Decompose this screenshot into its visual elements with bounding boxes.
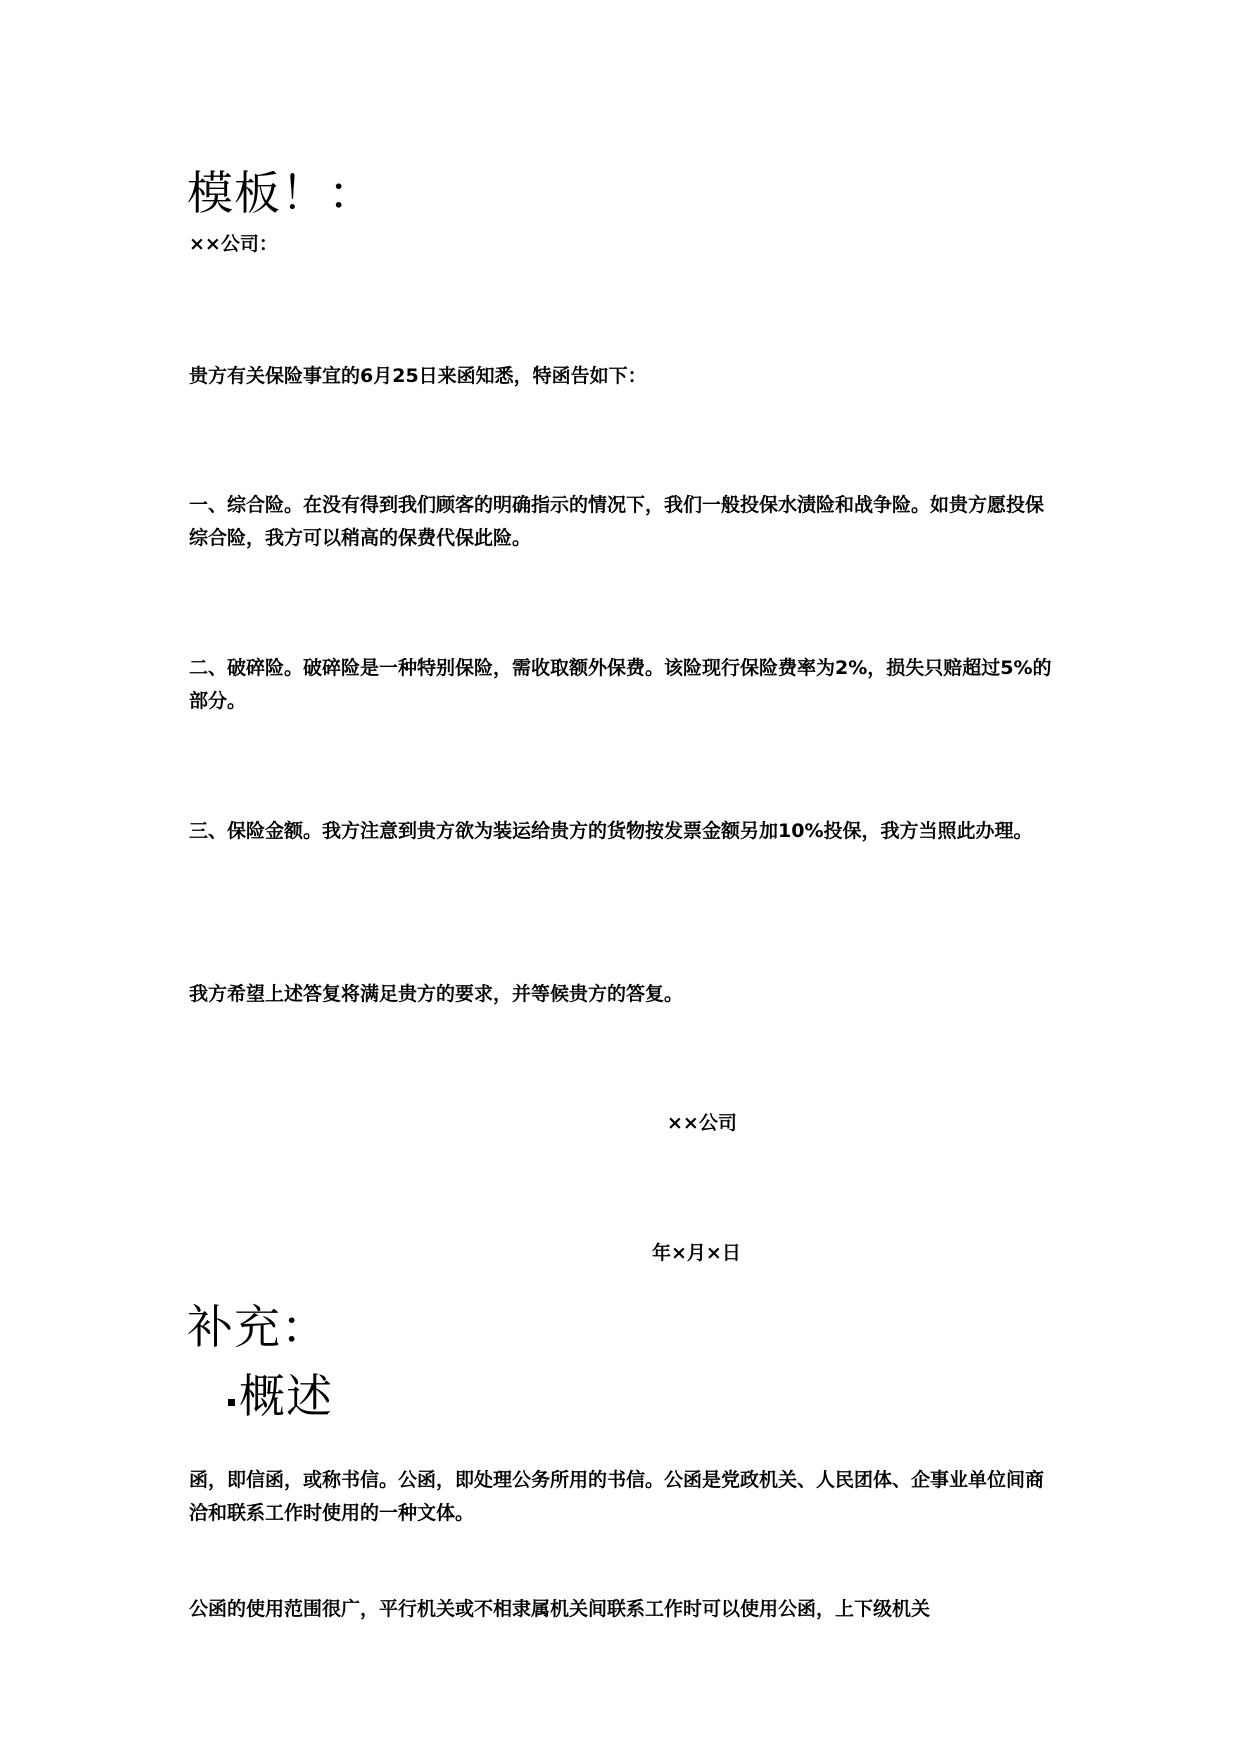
closing-paragraph: 我方希望上述答复将满足贵方的要求，并等候贵方的答复。: [189, 983, 684, 1005]
item-insured-amount: 三、保险金额。我方注意到贵方欲为装运给贵方的货物按发票金额另加10%投保，我方当照此办理。: [189, 820, 1033, 842]
intro-paragraph: 贵方有关保险事宜的6月25日来函知悉，特函告如下：: [189, 365, 647, 387]
overview-heading: 概述: [239, 1369, 333, 1423]
item-breakage-insurance: 二、破碎险。破碎险是一种特别保险，需收取额外保费。该险现行保险费率为2%，损失只赔超过5%的部分。: [189, 657, 1052, 712]
salutation: ××公司：: [189, 233, 278, 255]
overview-paragraph-2: 公函的使用范围很广，平行机关或不相隶属机关间联系工作时可以使用公函，上下级机关: [189, 1598, 931, 1620]
template-heading: 模板！：: [187, 166, 375, 220]
overview-heading-wrap: [228, 1371, 333, 1422]
signature-date: 年×月×日: [652, 1242, 741, 1264]
supplement-heading: 补充：: [187, 1300, 328, 1354]
signature-company: ××公司: [667, 1112, 737, 1134]
bullet-icon: [228, 1399, 235, 1406]
overview-paragraph-1: 函，即信函，或称书信。公函，即处理公务所用的书信。公函是党政机关、人民团体、企事业单位间商洽和联系工作时使用的一种文体。: [189, 1469, 1045, 1524]
item-comprehensive-insurance: 一、综合险。在没有得到我们顾客的明确指示的情况下，我们一般投保水渍险和战争险。如贵方愿投保综合险，我方可以稍高的保费代保此险。: [189, 494, 1045, 549]
